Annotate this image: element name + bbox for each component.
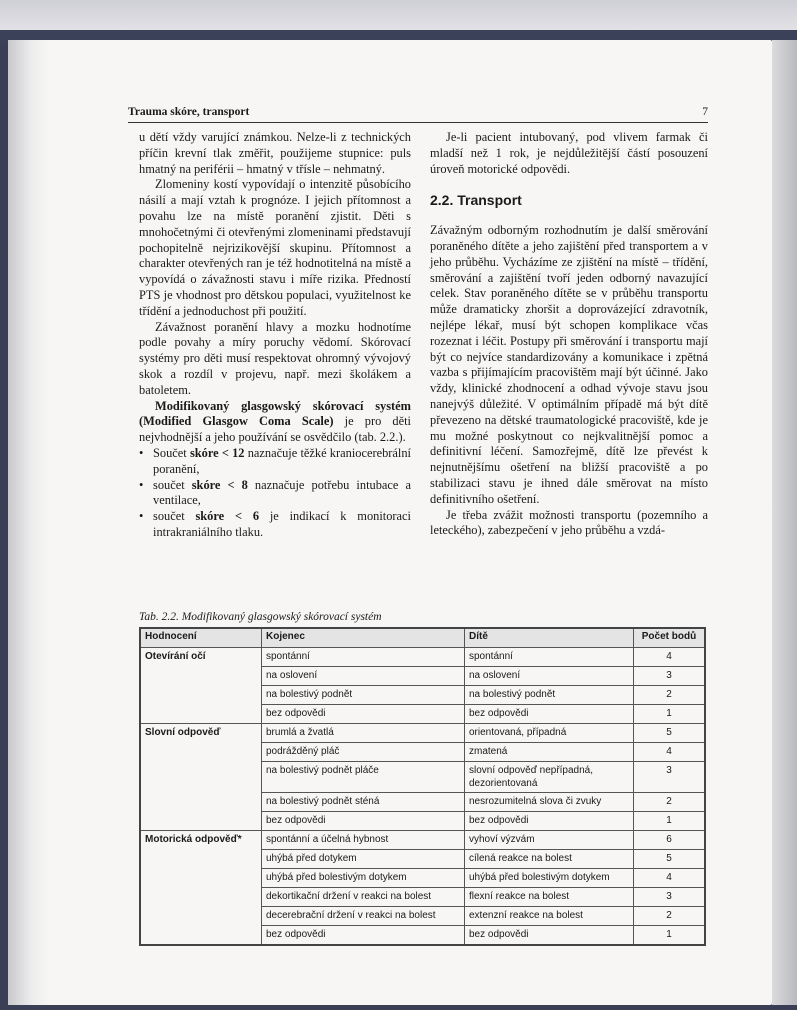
table-cell: spontánní bbox=[465, 648, 634, 667]
table-cell: nesrozumitelná slova či zvuky bbox=[465, 793, 634, 812]
running-header bbox=[128, 106, 708, 123]
points-cell: 4 bbox=[634, 869, 706, 888]
table-cell: na oslovení bbox=[465, 667, 634, 686]
table-row bbox=[140, 869, 705, 888]
table-cell: dekortikační držení v reakci na bolest bbox=[262, 888, 465, 907]
bullet-icon: • bbox=[139, 477, 144, 492]
table-cell: bez odpovědi bbox=[262, 705, 465, 724]
category-cell bbox=[140, 667, 262, 686]
category-cell bbox=[140, 793, 262, 812]
table-cell: orientovaná, případná bbox=[465, 724, 634, 743]
points-cell: 3 bbox=[634, 888, 706, 907]
table-row bbox=[140, 724, 705, 743]
bullet-text: naznačuje potřebu intubace a ventilace, bbox=[153, 477, 411, 508]
header-title: Trauma skóre, transport bbox=[128, 106, 250, 118]
table-cell: extenzní reakce na bolest bbox=[465, 907, 634, 926]
table-caption: Tab. 2.2. Modifikovaný glasgowský skórovací systém bbox=[139, 611, 382, 623]
bullet-text: je indikací k monitoraci intrakraniálního tlaku. bbox=[153, 509, 411, 539]
table-cell: slovní odpověď nepřípadná, dezorientovaná bbox=[465, 762, 634, 793]
table-cell: bez odpovědi bbox=[465, 705, 634, 724]
points-cell: 1 bbox=[634, 926, 706, 946]
table-row bbox=[140, 850, 705, 869]
header-cell: Hodnocení bbox=[140, 628, 262, 648]
table-row bbox=[140, 762, 705, 793]
points-cell: 5 bbox=[634, 724, 706, 743]
header-cell: Počet bodů bbox=[634, 628, 706, 648]
category-cell bbox=[140, 888, 262, 907]
table-row bbox=[140, 812, 705, 831]
bullet-list bbox=[139, 446, 411, 541]
table-cell: uhýbá před bolestivým dotykem bbox=[465, 869, 634, 888]
header-cell: Dítě bbox=[465, 628, 634, 648]
table-cell: spontánní a účelná hybnost bbox=[262, 831, 465, 850]
bullet-bold: skóre < 12 bbox=[189, 445, 245, 460]
table-cell: na bolestivý podnět pláče bbox=[262, 762, 465, 793]
table-cell: spontánní bbox=[262, 648, 465, 667]
bullet-text: naznačuje těžké kraniocerebrální poranění, bbox=[153, 445, 411, 476]
table-row bbox=[140, 907, 705, 926]
table-cell: decerebrační držení v reakci na bolest bbox=[262, 907, 465, 926]
paragraph bbox=[139, 399, 411, 446]
table-cell: uhýbá před bolestivým dotykem bbox=[262, 869, 465, 888]
bullet-text: Součet bbox=[153, 445, 190, 460]
table-cell: zmatená bbox=[465, 743, 634, 762]
bullet-bold: skóre < 8 bbox=[191, 477, 248, 492]
table-cell: bez odpovědi bbox=[262, 926, 465, 946]
category-cell bbox=[140, 907, 262, 926]
table-cell: cílená reakce na bolest bbox=[465, 850, 634, 869]
category-cell bbox=[140, 743, 262, 762]
points-cell: 2 bbox=[634, 686, 706, 705]
book-spine bbox=[8, 40, 48, 1005]
category-cell bbox=[140, 762, 262, 793]
points-cell: 5 bbox=[634, 850, 706, 869]
bullet-text: součet bbox=[153, 477, 192, 492]
table-cell: brumlá a žvatlá bbox=[262, 724, 465, 743]
category-cell bbox=[140, 926, 262, 946]
table-body bbox=[140, 648, 705, 946]
table-cell: bez odpovědi bbox=[262, 812, 465, 831]
table-cell: na bolestivý podnět bbox=[262, 686, 465, 705]
category-cell bbox=[140, 869, 262, 888]
table-cell: na bolestivý podnět bbox=[465, 686, 634, 705]
table-row bbox=[140, 705, 705, 724]
bullet-bold: skóre < 6 bbox=[195, 509, 260, 524]
paragraph: Závažným odborným rozhodnutím je další směrování poraněného dítěte a jeho zajištění před transportem a v jeho průběhu. Vycházíme ze zjištění na místě – třídění, směrování a zajištění tvoří jeden odborný navazující celek. Stav poraněného dítěte se v průběhu transportu může dramaticky zhoršit a doprovázející zdravotník, nejlépe lékař, musí být schopen komplikace včas rozeznat i léčit. Postupy při směrování i transportu mají být co nejvíce standardizovány a komunikace i zpětná vazba s přijímajícím pracovištěm mají být účinné. Jako vždy, klinické zhodnocení a odhad vývoje stavu jsou nanejvýš důležité. V optimálním případě má být dítě převezeno na dětské traumatologické pracoviště, kde je mu možné poskytnout co nejkvalitnější pomoc a definitivní léčení. Samozřejmě, dítě lze převést k nejnutnějšímu ošetření na bližší pracoviště a po stabilizaci stavu je ihned dále směrovat na místo definitivního ošetření. bbox=[430, 223, 708, 506]
table-cell: podrážděný pláč bbox=[262, 743, 465, 762]
paragraph: Je třeba zvážit možnosti transportu (pozemního a leteckého), zabezpečení v jeho průběhu a vzdá- bbox=[430, 507, 708, 538]
category-cell: Motorická odpověď* bbox=[140, 831, 262, 850]
points-cell: 3 bbox=[634, 667, 706, 686]
category-cell bbox=[140, 850, 262, 869]
category-cell: Otevírání očí bbox=[140, 648, 262, 667]
table-row bbox=[140, 743, 705, 762]
table-row bbox=[140, 648, 705, 667]
paragraph: Závažnost poranění hlavy a mozku hodnotíme podle povahy a míry poruchy vědomí. Skórovací systémy pro děti musí respektovat ohromný vývojový skok a rozdíl v projevu, např. mezi školákem a batoletem. bbox=[139, 319, 411, 397]
category-cell bbox=[140, 812, 262, 831]
table-row bbox=[140, 926, 705, 946]
bullet-icon: • bbox=[139, 509, 144, 524]
table-cell: vyhoví výzvám bbox=[465, 831, 634, 850]
points-cell: 1 bbox=[634, 705, 706, 724]
section-heading: 2.2. Transport bbox=[430, 192, 522, 209]
list-item bbox=[139, 478, 411, 510]
left-column bbox=[139, 130, 411, 541]
table-row bbox=[140, 793, 705, 812]
table-cell: uhýbá před dotykem bbox=[262, 850, 465, 869]
points-cell: 6 bbox=[634, 831, 706, 850]
points-cell: 2 bbox=[634, 907, 706, 926]
table-cell: bez odpovědi bbox=[465, 812, 634, 831]
bold-term: Modifikovaný glasgowský skórovací systém (Modified Glasgow Coma Scale) bbox=[139, 398, 411, 429]
table-cell: na bolestivý podnět sténá bbox=[262, 793, 465, 812]
scanner-top-edge bbox=[0, 0, 797, 38]
header-cell: Kojenec bbox=[262, 628, 465, 648]
paragraph-text: je pro děti nejvhodnější a jeho používání se osvědčilo (tab. 2.2.). bbox=[139, 414, 411, 445]
category-cell bbox=[140, 705, 262, 724]
table-row bbox=[140, 831, 705, 850]
right-column bbox=[430, 130, 708, 539]
glasgow-scale-table bbox=[139, 627, 706, 946]
paragraph: u dětí vždy varující známkou. Nelze-li z technických příčin krevní tlak změřit, použijeme stupnice: puls hmatný na periférii – hmatný v tříslе – nehmatný. bbox=[139, 130, 411, 176]
list-item bbox=[139, 446, 411, 478]
page-number: 7 bbox=[702, 106, 708, 118]
points-cell: 2 bbox=[634, 793, 706, 812]
bullet-icon: • bbox=[139, 445, 144, 460]
category-cell: Slovní odpověď bbox=[140, 724, 262, 743]
table-cell: bez odpovědi bbox=[465, 926, 634, 946]
table-row bbox=[140, 686, 705, 705]
points-cell: 4 bbox=[634, 743, 706, 762]
table-cell: flexní reakce na bolest bbox=[465, 888, 634, 907]
table-header-row bbox=[140, 628, 705, 648]
list-item bbox=[139, 509, 411, 541]
table-row bbox=[140, 888, 705, 907]
bullet-text: součet bbox=[153, 509, 196, 524]
points-cell: 4 bbox=[634, 648, 706, 667]
page-stack-edge bbox=[772, 40, 797, 1005]
table-cell: na oslovení bbox=[262, 667, 465, 686]
table-row bbox=[140, 667, 705, 686]
points-cell: 1 bbox=[634, 812, 706, 831]
paragraph: Zlomeniny kostí vypovídají o intenzitě působícího násilí a mají vztah k prognóze. I jejich přítomnost a povahu lze na místě poranění zjistit. Děti s mnohočetnými či otevřenými zlomeninami představují pochopitelně nejrizikovější skupinu. Přítomnost a charakter otevřených ran je též hodnotitelná na místě a vypovídá o závažnosti stavu i míře rizika. Předností PTS je vhodnost pro dětskou populaci, využitelnost ke třídění a jednoduchost při použití. bbox=[139, 177, 411, 318]
category-cell bbox=[140, 686, 262, 705]
points-cell: 3 bbox=[634, 762, 706, 793]
paragraph: Je-li pacient intubovaný, pod vlivem farmak či mladší než 1 rok, je nejdůležitější částí posouzení úroveň motorické odpovědi. bbox=[430, 130, 708, 176]
